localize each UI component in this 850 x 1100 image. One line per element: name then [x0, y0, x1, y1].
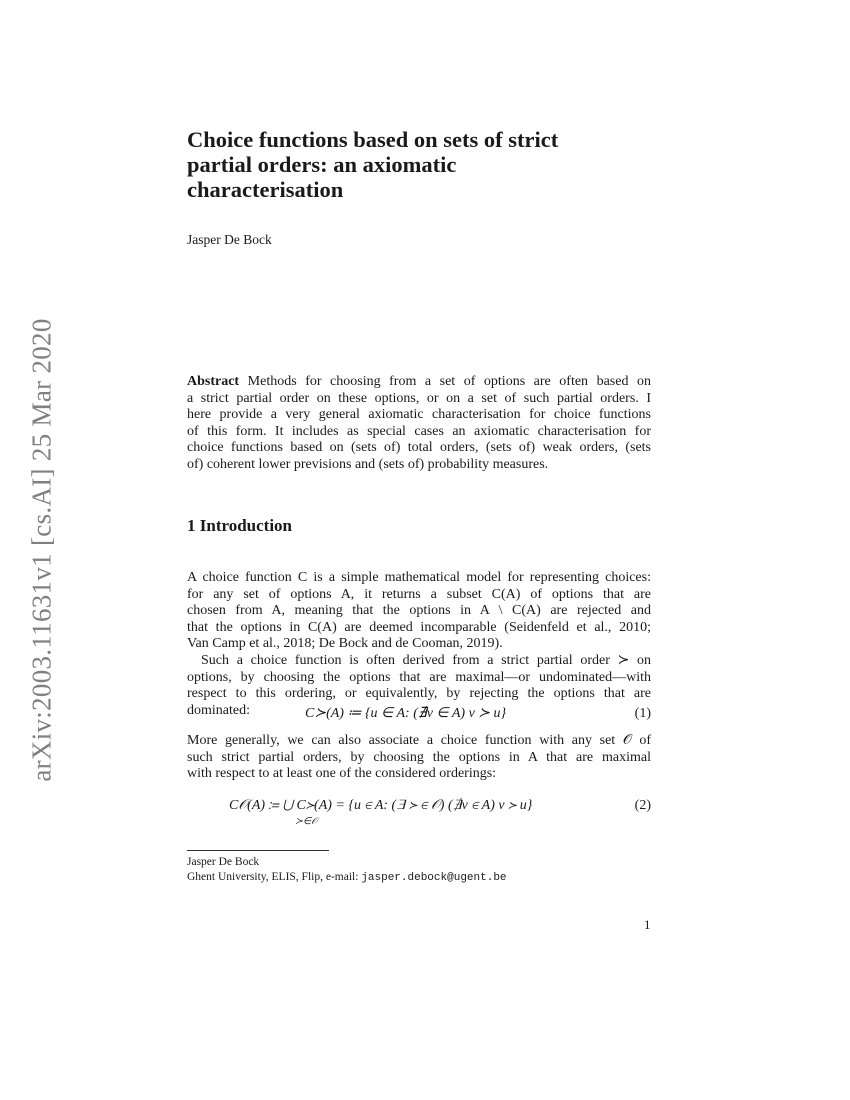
author: Jasper De Bock	[187, 232, 272, 247]
footnote-affiliation: Ghent University, ELIS, Flip, e-mail:	[187, 871, 359, 883]
text-line: such strict partial orders, by choosing the options in A that are maximal	[187, 749, 651, 765]
equation-number: (1)	[634, 706, 651, 721]
footnote-name: Jasper De Bock	[187, 856, 260, 868]
abstract-line: of) coherent lower previsions and (sets of) probability measures.	[187, 456, 549, 472]
text-line: that the options in C(A) are deemed incomparable (Seidenfeld et al., 2010;	[187, 619, 651, 635]
text-line: A choice function C is a simple mathematical model for representing choices:	[187, 570, 651, 585]
intro-paragraph	[187, 570, 651, 719]
abstract-line: of this form. It includes as special cases an axiomatic characterisation for	[187, 423, 651, 439]
text-line: dominated:	[187, 702, 250, 718]
page-number: 1	[644, 917, 651, 932]
text-line: More generally, we can also associate a choice function with any set 𝒪 of	[187, 733, 651, 748]
text-line: options, by choosing the options that are maximal—or undominated—with	[187, 669, 651, 685]
abstract-line: a strict partial order on these options, or on a set of such partial orders. I	[187, 390, 651, 406]
abstract-label: Abstract	[187, 374, 240, 389]
arxiv-stamp: arXiv:2003.11631v1 [cs.AI] 25 Mar 2020	[26, 318, 57, 782]
abstract-line: here provide a very general axiomatic characterisation for choice functions	[187, 407, 651, 423]
text-line: chosen from A, meaning that the options in A \ C(A) are rejected and	[187, 603, 651, 619]
text-line: Van Camp et al., 2018; De Bock and de Cooman, 2019).	[187, 636, 503, 652]
abstract-text: Methods for choosing from a set of options are often based on	[247, 374, 652, 389]
text-line: Such a choice function is often derived from a strict partial order ≻ on	[201, 652, 651, 668]
abstract	[187, 374, 651, 474]
paper-title	[187, 127, 657, 202]
text-line: with respect to at least one of the considered orderings:	[187, 766, 497, 782]
equation-subscript: ≻∈𝒪	[295, 817, 318, 827]
title-line: characterisation	[187, 177, 344, 202]
title-line: Choice functions based on sets of strict	[187, 127, 559, 152]
text-line: for any set of options A, it returns a subset C(A) of options that are	[187, 586, 651, 602]
footnote	[187, 855, 507, 886]
intro-paragraph	[187, 733, 651, 783]
email-link[interactable]: jasper.debock@ugent.be	[361, 872, 507, 884]
abstract-line: choice functions based on (sets of) total orders, (sets of) weak orders, (sets	[187, 440, 651, 456]
equation-1	[187, 702, 651, 722]
title-line: partial orders: an axiomatic	[187, 152, 457, 177]
equation-2	[187, 797, 651, 827]
section-heading: 1 Introduction	[187, 516, 293, 535]
text-line: respect to this ordering, or equivalently, by rejecting the options that are	[187, 686, 651, 702]
equation-body: C𝒪(A) ≔ ⋃ C≻(A) = {u ∈ A: (∃ ≻ ∈ 𝒪) (∄v ∈ A) v ≻ u}	[229, 798, 533, 813]
footnote-rule	[187, 850, 329, 851]
equation-number: (2)	[634, 798, 651, 813]
equation-body: C≻(A) ≔ {u ∈ A: (∄v ∈ A) v ≻ u}	[305, 706, 507, 721]
